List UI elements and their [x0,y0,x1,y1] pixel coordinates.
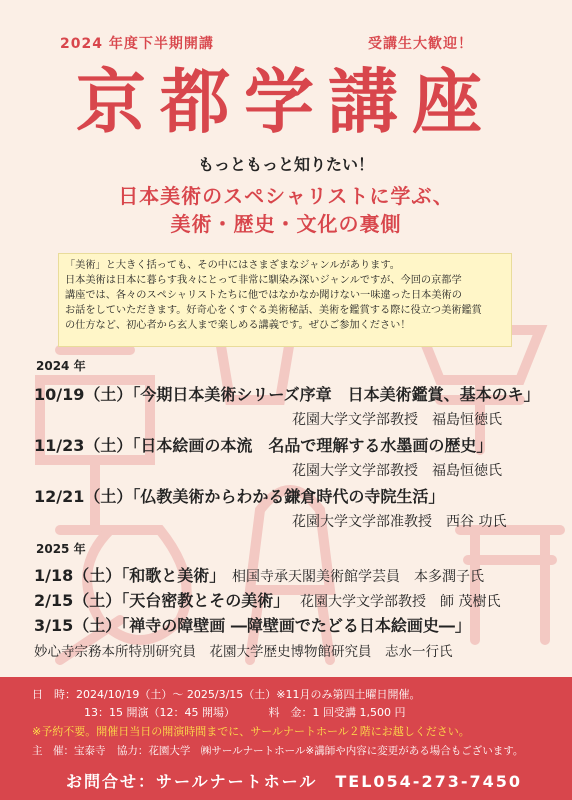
lecture-title: 「日本絵画の本流 名品で理解する水墨画の歴史」 [132,436,493,455]
lecture-speaker: 花園大学文学部教授 師 茂樹氏 [300,594,501,610]
notice-text: ※予約不要。開催日当日の開演時間までに、サールナートホール２階にお越しください。 [32,725,470,738]
tagline: もっともっと知りたい！ [197,155,374,174]
time-value: 13：15 開演（12：45 開場） [84,706,235,719]
lecture-row [34,563,225,586]
lecture-row [34,613,471,636]
cooperation-value: 花園大学 ㈱サールナートホール※講師や内容に変更がある場合もございます。 [148,745,524,757]
lecture-row [34,382,540,405]
lecture-speaker: 花園大学文学部准教授 西谷 功氏 [292,514,507,530]
organizer-row [32,743,523,758]
year-2025-label: 2025 年 [36,542,86,556]
dates-row [32,686,421,702]
lecture-date: 3/15（土） [34,616,122,635]
organizer-label: 主 催： [32,745,74,757]
page-title: 京都学講座 [76,61,496,143]
lecture-title: 「和歌と美術」 [121,566,226,585]
headline-line-1: 日本美術のスペシャリストに学ぶ、 [118,184,454,208]
lecture-title: 「天台密教とその美術」 [121,591,290,610]
lecture-speaker: 花園大学文学部教授 福島恒徳氏 [292,463,502,479]
lecture-date: 12/21（土） [34,487,133,506]
organizer-value: 宝泰寺 [74,745,106,757]
fee-label: 料 金： [268,706,313,719]
intro-line: 「美術」と大きく括っても、その中にはさまざまなジャンルがあります。 [65,260,400,271]
intro-line: 日本美術は日本に暮らす我々にとって非常に馴染み深いジャンルですが、今回の京都学 [65,275,462,286]
lecture-title: 「今期日本美術シリーズ序章 日本美術鑑賞、基本のキ」 [132,385,540,404]
lecture-row [34,588,289,611]
dates-label: 日 時： [32,688,76,701]
lecture-date: 11/23（土） [34,436,133,455]
lecture-speaker: 妙心寺宗務本所特別研究員 花園大学歴史博物館研究員 志水一行氏 [34,644,453,660]
lecture-title: 「仏教美術からわかる鎌倉時代の寺院生活」 [132,487,445,506]
lecture-date: 10/19（土） [34,385,133,404]
cooperation-label: 協力： [116,745,149,757]
lecture-row [34,433,492,456]
year-2024-label: 2024 年 [36,359,86,373]
lecture-speaker: 花園大学文学部教授 福島恒徳氏 [292,412,502,428]
lecture-speaker: 相国寺承天閣美術館学芸員 本多潤子氏 [232,569,484,585]
dates-value: 2024/10/19（土）～ 2025/3/15（土）※11月のみ第四土曜日開催。 [76,688,421,701]
intro-line: 講座では、各々のスペシャリストたちに他ではなかなか聞けない一味違った日本美術の [65,290,462,301]
time-fee-row [84,704,405,720]
intro-line: お話をしていただきます。好奇心をくすぐる美術秘話、美術を鑑賞する際に役立つ美術鑑賞 [65,305,482,316]
welcome-label: 受講生大歓迎！ [368,36,473,52]
intro-box [58,253,512,347]
lecture-title: 「禅寺の障壁画 ―障壁画でたどる日本絵画史―」 [121,616,471,635]
fee-value: 1 回受講 1,500 円 [312,706,406,719]
contact-info: お問合せ：サールナートホール TEL054-273-7450 [66,772,523,791]
lecture-date: 1/18（土） [34,566,122,585]
lecture-date: 2/15（土） [34,591,122,610]
lecture-row [34,484,444,507]
term-label: 2024 年度下半期開講 [60,36,214,52]
footer-info [0,677,572,800]
intro-text [59,254,511,337]
intro-line: の仕方など、初心者から玄人まで楽しめる講義です。ぜひご参加ください！ [65,320,411,331]
headline-line-2: 美術・歴史・文化の裏側 [170,212,402,236]
